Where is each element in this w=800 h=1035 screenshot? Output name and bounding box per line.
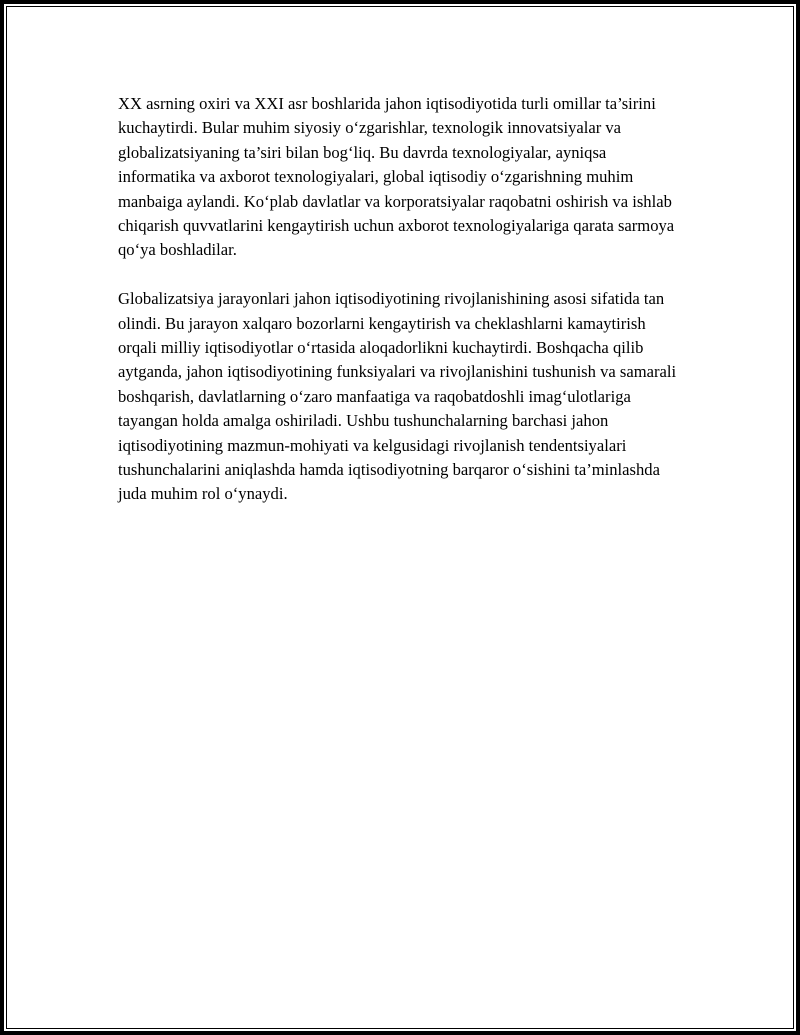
paragraph-1: XX asrning oxiri va XXI asr boshlarida jahon iqtisodiyotida turli omillar ta’sirini kuchaytirdi. Bular muhim siyosiy o‘zgarishlar, texnologik innovatsiyalar va globalizatsiyaning ta’siri bilan bog‘liq. Bu davrda texnologiyalar, ayniqsa informatika va axborot texnologiyalari, global iqtisodiy o‘zgarishning muhim manbaiga aylandi. Ko‘plab davlatlar va korporatsiyalar raqobatni oshirish va ishlab chiqarish quvvatlarini kengaytirish uchun axborot texnologiyalariga qarata sarmoya qo‘ya boshladilar. [118,94,675,260]
document-body [118,92,684,531]
paragraph-2: Globalizatsiya jarayonlari jahon iqtisodiyotining rivojlanishining asosi sifatida tan olindi. Bu jarayon xalqaro bozorlarni kengaytirish va cheklashlarni kamaytirish orqali milliy iqtisodiyotlar o‘rtasida aloqadorlikni kuchaytirdi. Boshqacha qilib aytganda, jahon iqtisodiyotining funksiyalari va rivojlanishini tushunish va samarali boshqarish, davlatlarning o‘zaro manfaatiga va raqobatdoshli imag‘ulotlariga tayangan holda amalga oshiriladi. Ushbu tushunchalarning barchasi jahon iqtisodiyotining mazmun-mohiyati va kelgusidagi rivojlanish tendentsiyalari tushunchalarini aniqlashda hamda iqtisodiyotning barqaror o‘sishini ta’minlashda juda muhim rol o‘ynaydi. [118,289,677,504]
